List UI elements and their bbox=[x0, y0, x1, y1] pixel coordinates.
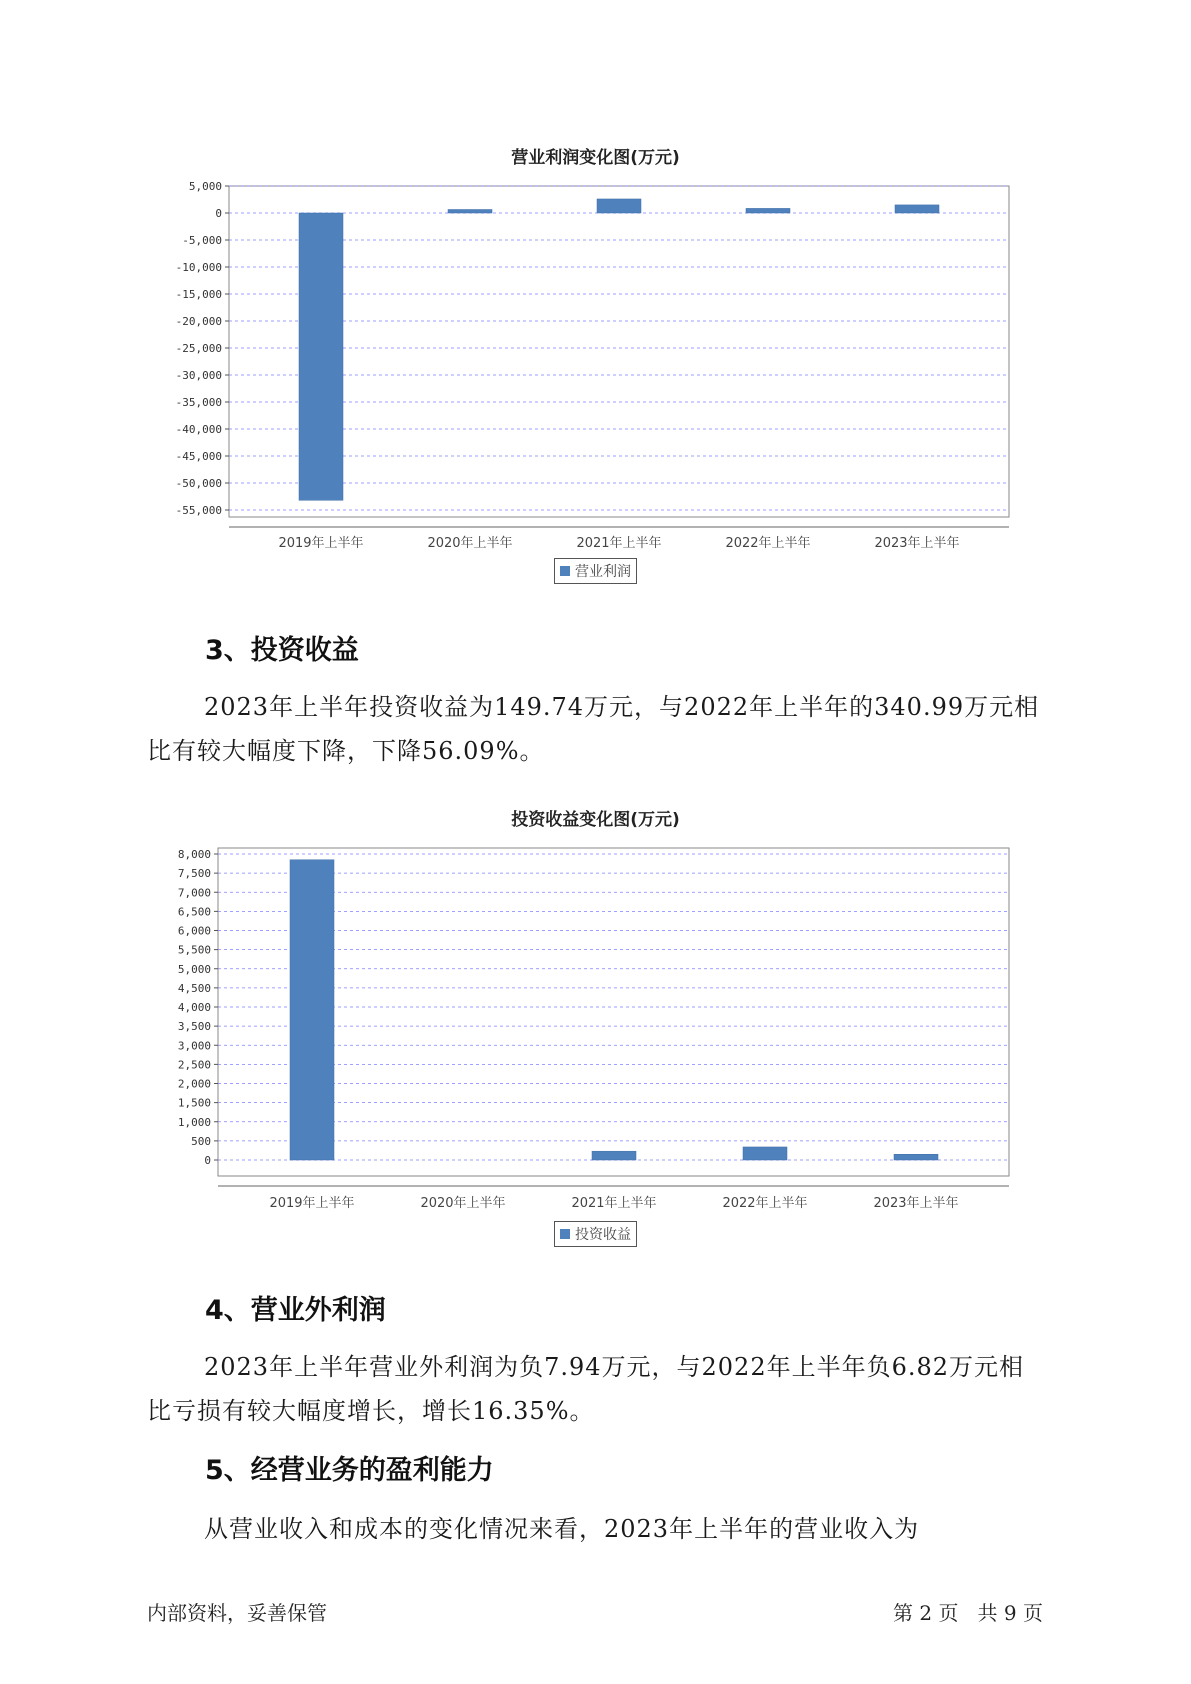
y-tick-label: 5,000 bbox=[177, 962, 211, 976]
x-category-label: 2021年上半年 bbox=[576, 536, 662, 551]
y-tick-label: -25,000 bbox=[175, 342, 222, 355]
section3-paragraph: 2023年上半年投资收益为149.74万元，与2022年上半年的340.99万元相比有较大幅度下降，下降56.09%。 bbox=[147, 693, 1040, 765]
x-category-label: 2021年上半年 bbox=[571, 1196, 657, 1211]
y-tick-label: -5,000 bbox=[182, 234, 222, 247]
x-category-label: 2023年上半年 bbox=[873, 1196, 959, 1211]
y-tick-label: 1,000 bbox=[177, 1115, 211, 1129]
x-category-label: 2023年上半年 bbox=[874, 536, 960, 551]
legend-swatch-icon bbox=[560, 1229, 570, 1239]
bar-2023年上半年 bbox=[895, 205, 939, 213]
bar-2023年上半年 bbox=[894, 1154, 938, 1160]
section5-heading: 5、经营业务的盈利能力 bbox=[205, 1455, 494, 1486]
legend-label-operating-profit: 营业利润 bbox=[575, 564, 631, 580]
bar-2021年上半年 bbox=[597, 199, 641, 213]
x-category-label: 2020年上半年 bbox=[420, 1196, 506, 1211]
y-tick-label: 3,000 bbox=[177, 1039, 211, 1053]
y-tick-label: 6,500 bbox=[177, 905, 211, 919]
chart2-legend bbox=[0, 1221, 1191, 1247]
section5-paragraph: 从营业收入和成本的变化情况来看，2023年上半年的营业收入为 bbox=[204, 1515, 920, 1543]
y-tick-label: 5,000 bbox=[188, 180, 222, 193]
section3-heading: 3、投资收益 bbox=[205, 635, 359, 666]
y-tick-label: 0 bbox=[215, 207, 222, 220]
operating-profit-chart bbox=[0, 170, 1191, 555]
y-tick-label: -55,000 bbox=[175, 504, 222, 517]
y-tick-label: -50,000 bbox=[175, 477, 222, 490]
bar-2022年上半年 bbox=[746, 208, 790, 213]
section4-heading: 4、营业外利润 bbox=[205, 1295, 386, 1326]
y-tick-label: 2,000 bbox=[177, 1077, 211, 1091]
section4-paragraph: 2023年上半年营业外利润为负7.94万元，与2022年上半年负6.82万元相比亏损有较大幅度增长，增长16.35%。 bbox=[147, 1353, 1025, 1425]
y-tick-label: -35,000 bbox=[175, 396, 222, 409]
y-tick-label: 4,500 bbox=[177, 981, 211, 995]
y-tick-label: -20,000 bbox=[175, 315, 222, 328]
bar-2022年上半年 bbox=[743, 1147, 787, 1160]
y-tick-label: 8,000 bbox=[177, 848, 211, 861]
chart2-title: 投资收益变化图(万元) bbox=[511, 810, 680, 830]
y-tick-label: 500 bbox=[191, 1134, 211, 1148]
plot-area-frame bbox=[229, 186, 1009, 517]
y-tick-label: 7,500 bbox=[177, 867, 211, 881]
y-tick-label: -40,000 bbox=[175, 423, 222, 436]
chart1-legend bbox=[0, 558, 1191, 584]
y-tick-label: 4,000 bbox=[177, 1001, 211, 1014]
bar-2021年上半年 bbox=[592, 1151, 636, 1160]
bar-2019年上半年 bbox=[290, 860, 334, 1160]
y-tick-label: 7,000 bbox=[177, 886, 211, 900]
y-tick-label: 3,500 bbox=[177, 1020, 211, 1034]
y-tick-label: -30,000 bbox=[175, 369, 222, 382]
chart1-title: 营业利润变化图(万元) bbox=[511, 148, 680, 168]
bar-2019年上半年 bbox=[299, 213, 343, 500]
bar-2020年上半年 bbox=[448, 209, 492, 213]
y-tick-label: 5,500 bbox=[177, 943, 211, 957]
x-category-label: 2019年上半年 bbox=[278, 536, 364, 551]
y-tick-label: 0 bbox=[204, 1154, 211, 1167]
plot-area-frame bbox=[218, 848, 1009, 1176]
footer-page-number: 第 2 页 共 9 页 bbox=[893, 1601, 1043, 1625]
legend-swatch-icon bbox=[560, 566, 570, 576]
x-category-label: 2020年上半年 bbox=[427, 536, 513, 551]
footer-left: 内部资料，妥善保管 bbox=[147, 1601, 327, 1625]
y-tick-label: -45,000 bbox=[175, 450, 222, 463]
y-tick-label: 1,500 bbox=[177, 1096, 211, 1110]
y-tick-label: -15,000 bbox=[175, 288, 222, 301]
x-category-label: 2022年上半年 bbox=[722, 1196, 808, 1211]
legend-label-investment-income: 投资收益 bbox=[575, 1227, 631, 1243]
y-tick-label: -10,000 bbox=[175, 261, 222, 274]
x-category-label: 2022年上半年 bbox=[725, 536, 811, 551]
y-tick-label: 6,000 bbox=[177, 924, 211, 938]
y-tick-label: 2,500 bbox=[177, 1058, 211, 1072]
investment-income-chart bbox=[0, 835, 1191, 1220]
x-category-label: 2019年上半年 bbox=[269, 1196, 355, 1211]
